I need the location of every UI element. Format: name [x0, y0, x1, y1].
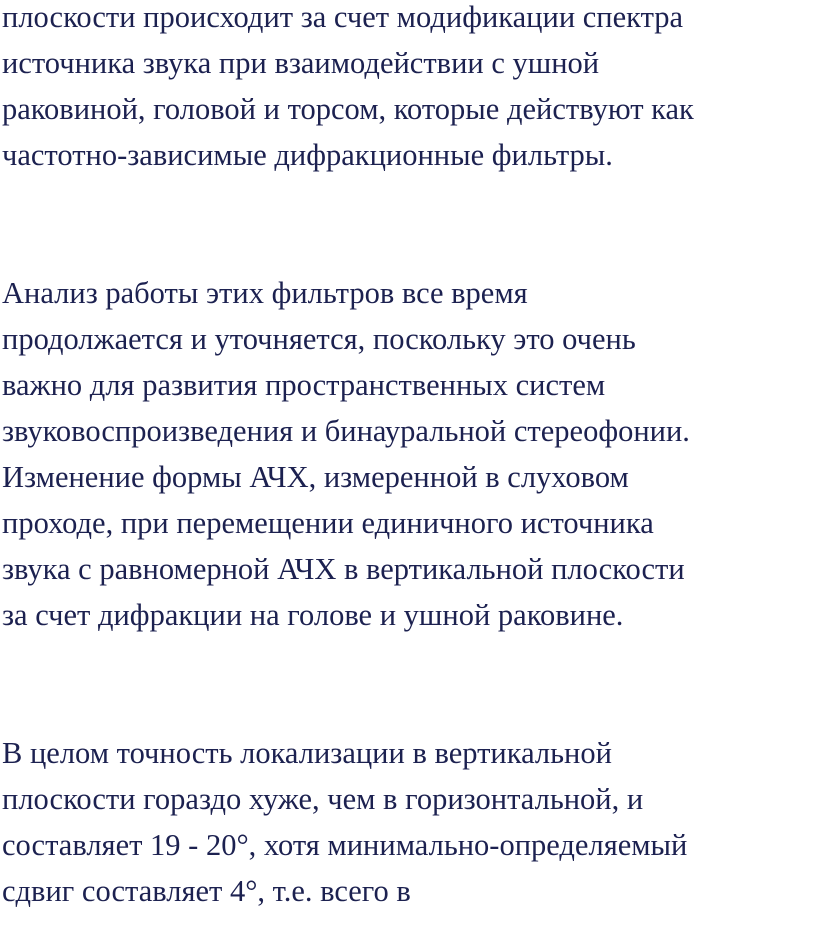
text-line: звуковоспроизведения и бинауральной стереофонии.	[2, 414, 690, 448]
text-line: Анализ работы этих фильтров все время	[2, 276, 528, 310]
text-line: источника звука при взаимодействии с ушной	[2, 46, 600, 80]
text-line: В целом точность локализации в вертикальной	[2, 736, 612, 770]
paragraph-2	[2, 270, 814, 638]
text-line: раковиной, головой и торсом, которые действуют как	[2, 92, 694, 126]
text-line: составляет 19 - 20°, хотя минимально-определяемый	[2, 828, 688, 862]
paragraph-1	[2, 0, 814, 178]
text-line: плоскости происходит за счет модификации спектра	[2, 0, 684, 34]
document-body	[2, 0, 814, 914]
text-line: частотно-зависимые дифракционные фильтры.	[2, 138, 613, 172]
text-line: звука с равномерной АЧХ в вертикальной плоскости	[2, 552, 685, 586]
text-line: за счет дифракции на голове и ушной раковине.	[2, 598, 624, 632]
text-line: продолжается и уточняется, поскольку это очень	[2, 322, 636, 356]
paragraph-3	[2, 730, 814, 914]
text-line: плоскости гораздо хуже, чем в горизонтальной, и	[2, 782, 644, 816]
text-line: важно для развития пространственных систем	[2, 368, 606, 402]
text-line: Изменение формы АЧХ, измеренной в слуховом	[2, 460, 629, 494]
text-line: проходе, при перемещении единичного источника	[2, 506, 654, 540]
text-line: сдвиг составляет 4°, т.е. всего в	[2, 874, 411, 908]
